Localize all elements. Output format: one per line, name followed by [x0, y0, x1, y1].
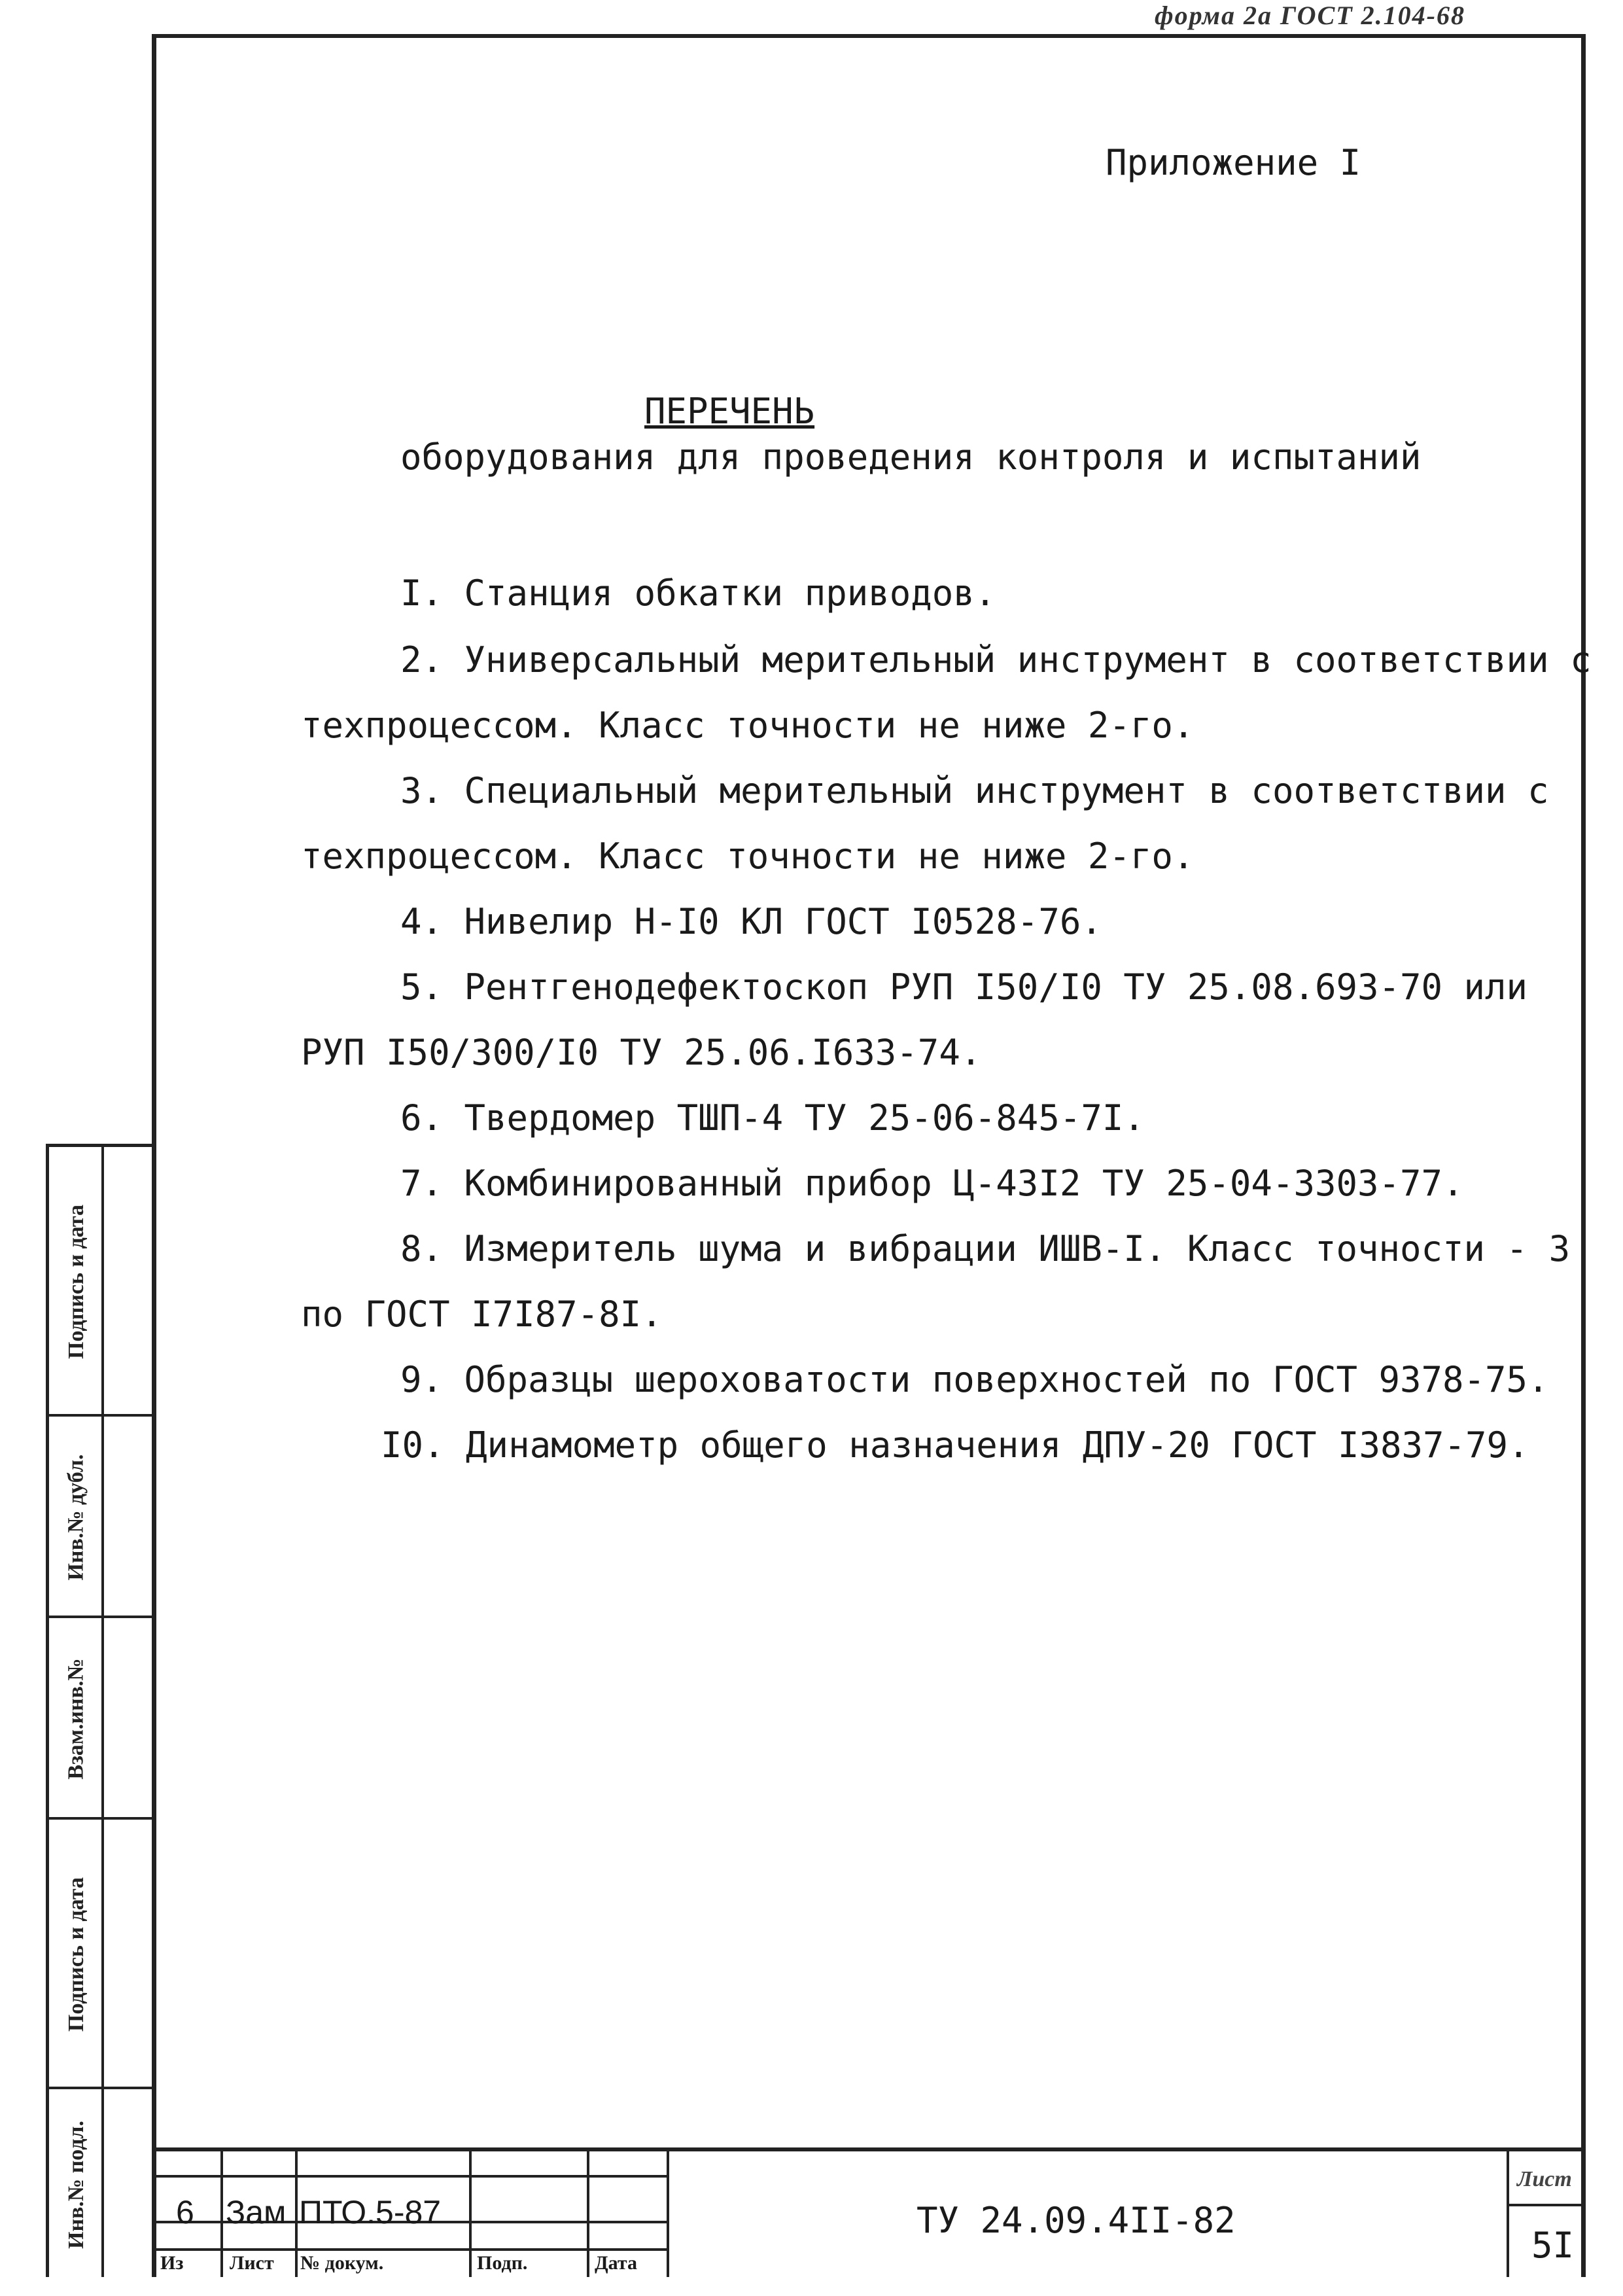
list-item-8: 8. Измеритель шума и вибрации ИШВ-I. Класс точности - 3	[400, 1228, 1571, 1269]
side-label-orig-inv: Инв.№ подл.	[64, 2121, 89, 2249]
tb-line	[156, 2248, 667, 2251]
side-label-replaced-inv: Взам.инв.№	[64, 1658, 88, 1780]
tb-line	[220, 2151, 223, 2277]
change-type: Зам	[226, 2194, 287, 2231]
side-label-signature-date: Подпись и дата	[64, 1205, 89, 1359]
list-item-7: 7. Комбинированный прибор Ц-43I2 ТУ 25-04-3303-77.	[400, 1163, 1464, 1204]
change-doc-number: ПТО.5-87	[299, 2194, 442, 2231]
tb-label-doc-no: № докум.	[300, 2252, 384, 2274]
list-item-5: 5. Рентгенодефектоскоп РУП I50/I0 ТУ 25.08.693-70 или	[400, 966, 1528, 1008]
list-item-6: 6. Твердомер ТШП-4 ТУ 25-06-845-7I.	[400, 1097, 1145, 1139]
form-header: форма 2а ГОСТ 2.104-68	[1155, 1, 1465, 30]
tb-line	[295, 2151, 298, 2277]
side-divider	[101, 1147, 104, 2277]
list-item-1: I. Станция обкатки приводов.	[400, 573, 996, 614]
list-title: ПЕРЕЧЕНЬ	[644, 391, 815, 432]
page-frame	[152, 34, 1586, 2277]
list-item-8-cont: по ГОСТ I7I87-8I.	[301, 1294, 663, 1335]
change-number: 6	[176, 2194, 194, 2231]
list-item-9: 9. Образцы шероховатости поверхностей по ГОСТ 9378-75.	[400, 1359, 1549, 1400]
sheet-number: 5I	[1531, 2225, 1575, 2266]
tb-line	[667, 2151, 669, 2277]
list-item-5-cont: РУП I50/300/I0 ТУ 25.06.I633-74.	[301, 1032, 982, 1073]
tb-label-date: Дата	[595, 2252, 637, 2274]
tb-label-signature: Подп.	[477, 2252, 528, 2274]
side-label-dup-inv: Инв.№ дубл.	[64, 1454, 89, 1581]
tb-line	[1507, 2151, 1509, 2277]
tb-label-change: Из	[160, 2252, 184, 2274]
list-item-2-cont: техпроцессом. Класс точности не ниже 2-го.	[301, 705, 1195, 746]
appendix-label: Приложение I	[1106, 142, 1361, 183]
tb-line	[1507, 2204, 1581, 2206]
side-label-signature-date-2: Подпись и дата	[64, 1877, 89, 2032]
list-subtitle: оборудования для проведения контроля и испытаний	[400, 436, 1422, 478]
list-item-2: 2. Универсальный мерительный инструмент в соответствии с	[400, 639, 1592, 680]
list-item-10: I0. Динамометр общего назначения ДПУ-20 ГОСТ I3837-79.	[381, 1424, 1529, 1466]
tb-line	[587, 2151, 589, 2277]
sheet-label: Лист	[1517, 2167, 1572, 2191]
document-code: ТУ 24.09.4II-82	[916, 2200, 1236, 2241]
tb-line	[156, 2175, 667, 2178]
list-item-4: 4. Нивелир Н-I0 КЛ ГОСТ I0528-76.	[400, 901, 1102, 942]
list-item-3: 3. Специальный мерительный инструмент в соответствии с	[400, 770, 1549, 811]
margin-stamp-strip	[46, 1144, 152, 2277]
title-block	[152, 2147, 1586, 2277]
tb-line	[469, 2151, 472, 2277]
list-item-3-cont: техпроцессом. Класс точности не ниже 2-го.	[301, 836, 1195, 877]
tb-label-sheet: Лист	[230, 2252, 274, 2274]
